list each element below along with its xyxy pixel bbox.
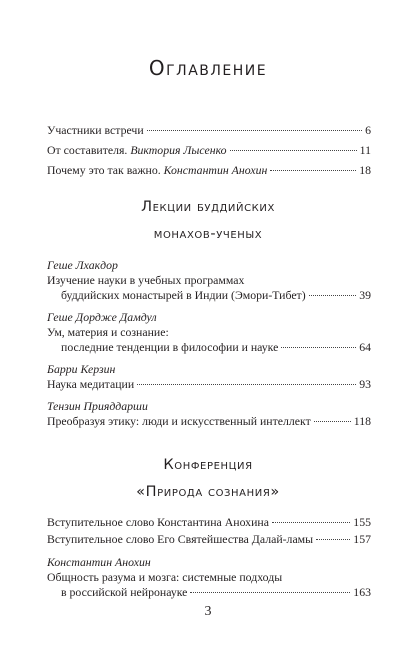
section-heading: Конференция «Природа сознания»: [136, 457, 280, 500]
entry-title-cont: буддийских монастырей в Индии (Эмори-Тибет): [61, 288, 306, 302]
entry-author: Константин Анохин: [163, 163, 268, 177]
entry-title-cont: в российской нейронауке: [61, 585, 188, 599]
entry-page: 118: [353, 414, 371, 428]
entry-page: 93: [359, 377, 371, 391]
entry-title: Общность разума и мозга: системные подходы: [47, 570, 283, 584]
toc-entry: [47, 515, 371, 530]
dot-leader: [230, 150, 357, 151]
entry-title: Участники встречи: [47, 123, 144, 137]
entry-page: 155: [353, 515, 371, 529]
entry-title-cont: последние тенденции в философии и науке: [61, 340, 279, 354]
entry-title: Вступительное слово Его Святейшества Далай-ламы: [47, 532, 314, 546]
entry-page: 64: [359, 340, 371, 354]
dot-leader: [309, 295, 357, 296]
entry-title: От составителя. Виктория Лысенко: [47, 143, 227, 157]
dot-leader: [316, 539, 350, 540]
toc-entry: [47, 310, 371, 355]
entry-author: Барри Керзин: [47, 362, 116, 376]
entry-title: Ум, материя и сознание:: [47, 325, 169, 339]
section1-entries: [47, 258, 371, 436]
entry-author: Виктория Лысенко: [130, 143, 227, 157]
toc-entry: [47, 362, 371, 392]
section2-entries: [47, 515, 371, 607]
entry-author: Геше Лхакдор: [47, 258, 118, 272]
entry-title: Вступительное слово Константина Анохина: [47, 515, 269, 529]
toc-entry: [47, 258, 371, 303]
entry-page: 163: [353, 585, 371, 599]
toc-entry: [47, 532, 371, 547]
page-number: 3: [204, 604, 212, 619]
dot-leader: [147, 130, 362, 131]
page-title: Оглавление: [148, 56, 268, 80]
toc-entry: [47, 555, 371, 600]
dot-leader: [190, 592, 350, 593]
dot-leader: [314, 421, 351, 422]
toc-entry: [47, 143, 371, 158]
entry-author: Геше Дордже Дамдул: [47, 310, 157, 324]
dot-leader: [272, 522, 350, 523]
entry-page: 157: [353, 532, 371, 546]
entry-line: [47, 414, 371, 429]
toc-entry: [47, 123, 371, 138]
intro-entries: [47, 123, 371, 178]
entry-title: Наука медитации: [47, 377, 135, 391]
entry-author: Тензин Прияддарши: [47, 399, 148, 413]
entry-page: 11: [359, 143, 371, 157]
dot-leader: [281, 347, 356, 348]
entry-line: [47, 377, 371, 392]
entry-line: [47, 288, 371, 303]
entry-page: 18: [359, 163, 371, 177]
dot-leader: [137, 384, 356, 385]
entry-title: Изучение науки в учебных программах: [47, 273, 245, 287]
entry-line: [47, 340, 371, 355]
section-heading: Лекции буддийских монахов-ученых: [141, 199, 275, 242]
dot-leader: [270, 170, 356, 171]
entry-title: Почему это так важно. Константин Анохин: [47, 163, 268, 177]
entry-page: 39: [359, 288, 371, 302]
entry-page: 6: [365, 123, 371, 137]
toc-entry: [47, 399, 371, 429]
entry-author: Константин Анохин: [47, 555, 151, 569]
entry-title: Преобразуя этику: люди и искусственный интеллект: [47, 414, 311, 428]
toc-entry: [47, 163, 371, 178]
entry-line: [47, 585, 371, 600]
